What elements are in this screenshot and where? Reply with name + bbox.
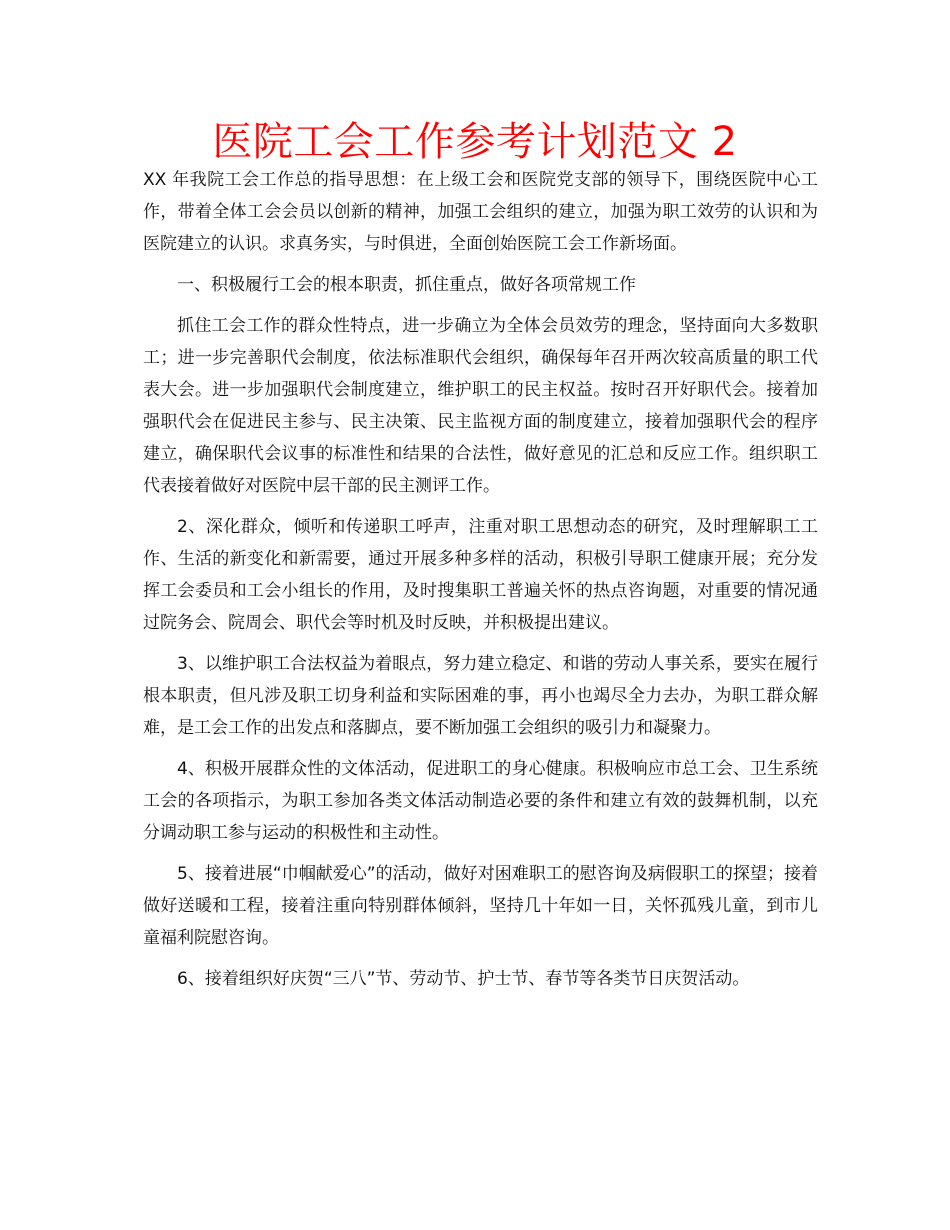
- paragraph-item-3: 3、以维护职工合法权益为着眼点，努力建立稳定、和谐的劳动人事关系，要实在履行根本职责，但凡涉及职工切身利益和实际困难的事，再小也竭尽全力去办，为职工群众解难，是工会工作的出发点和落脚点，要不断加强工会组织的吸引力和凝聚力。: [143, 654, 818, 738]
- document-body: [143, 164, 818, 1004]
- paragraph-item-5: 5、接着进展“巾帼献爱心”的活动，做好对困难职工的慰咨询及病假职工的探望；接着做好送暖和工程，接着注重向特别群体倾斜，坚持几十年如一日，关怀孤残儿童，到市儿童福利院慰咨询。: [143, 864, 818, 948]
- paragraph-intro: XX 年我院工会工作总的指导思想：在上级工会和医院党支部的领导下，围绕医院中心工作，带着全体工会会员以创新的精神，加强工会组织的建立，加强为职工效劳的认识和为医院建立的认识。求真务实，与时俱进，全面创始医院工会工作新场面。: [143, 170, 818, 254]
- paragraph-item-4: 4、积极开展群众性的文体活动，促进职工的身心健康。积极响应市总工会、卫生系统工会的各项指示，为职工参加各类文体活动制造必要的条件和建立有效的鼓舞机制，以充分调动职工参与运动的积极性和主动性。: [143, 759, 818, 843]
- paragraph-item-6: 6、接着组织好庆贺“三八”节、劳动节、护士节、春节等各类节日庆贺活动。: [177, 969, 750, 989]
- paragraph-item-1: 抓住工会工作的群众性特点，进一步确立为全体会员效劳的理念，坚持面向大多数职工；进一步完善职代会制度，依法标准职代会组织，确保每年召开两次较高质量的职工代表大会。进一步加强职代会制度建立，维护职工的民主权益。按时召开好职代会。接着加强职代会在促进民主参与、民主决策、民主监视方面的制度建立，接着加强职代会的程序建立，确保职代会议事的标准性和结果的合法性，做好意见的汇总和反应工作。组织职工代表接着做好对医院中层干部的民主测评工作。: [143, 316, 818, 496]
- document-title: 医院工会工作参考计划范文 2: [212, 119, 738, 165]
- paragraph-section-heading: 一、积极履行工会的根本职责，抓住重点，做好各项常规工作: [177, 275, 636, 295]
- paragraph-item-2: 2、深化群众，倾听和传递职工呼声，注重对职工思想动态的研究，及时理解职工工作、生活的新变化和新需要，通过开展多种多样的活动，积极引导职工健康开展；充分发挥工会委员和工会小组长的作用，及时搜集职工普遍关怀的热点咨询题，对重要的情况通过院务会、院周会、职代会等时机及时反映，并积极提出建议。: [143, 517, 818, 633]
